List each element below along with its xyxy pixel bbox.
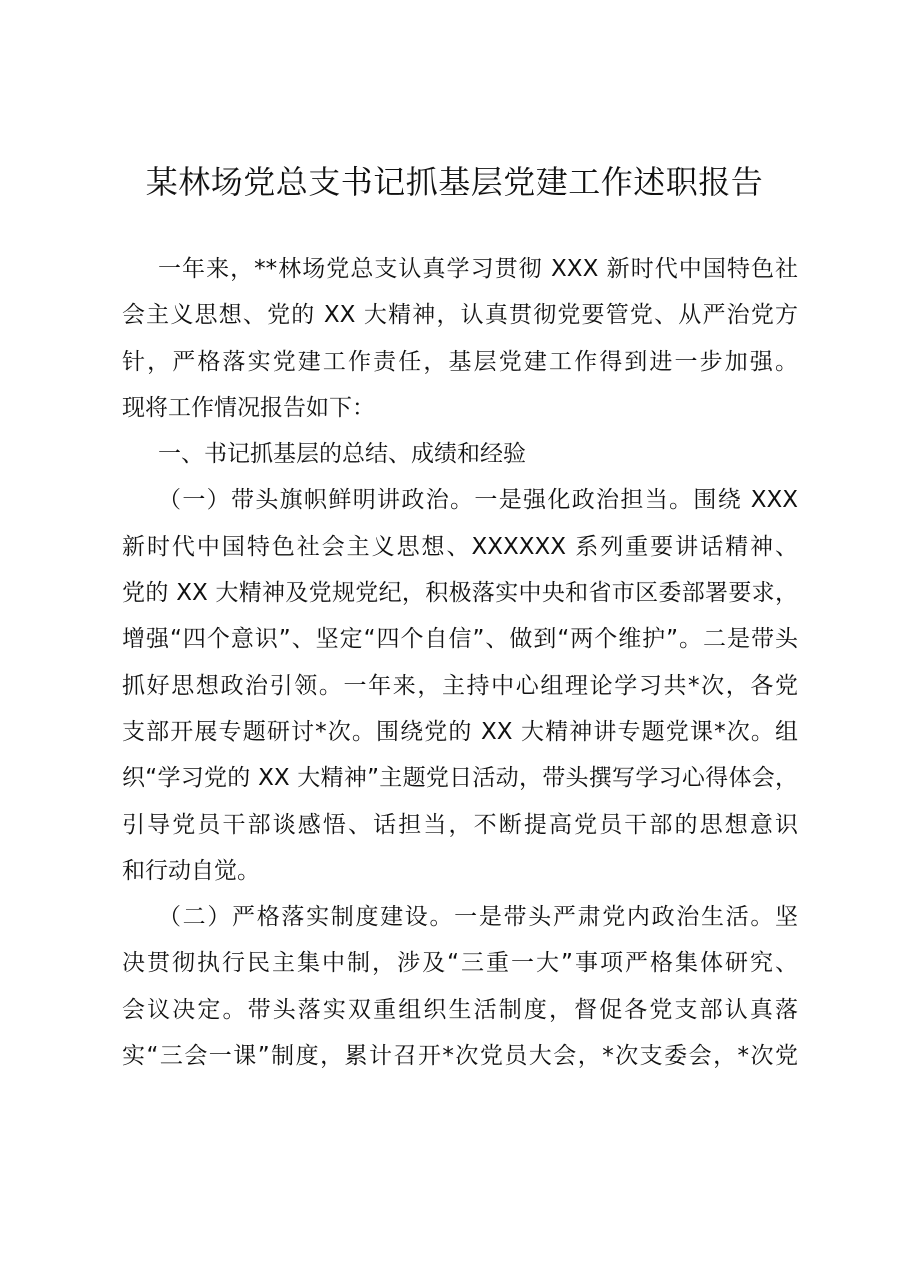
paragraph-line: 党的 XX 大精神及党规党纪，积极落实中央和省市区委部署要求， xyxy=(122,580,798,607)
document-body xyxy=(122,246,798,1079)
paragraph-line: 新时代中国特色社会主义思想、XXXXXX 系列重要讲话精神、 xyxy=(122,533,798,560)
paragraph-line: 针，严格落实党建工作责任，基层党建工作得到进一步加强。 xyxy=(122,348,798,375)
document-title: 某林场党总支书记抓基层党建工作述职报告 xyxy=(145,163,764,201)
paragraph-line: 织“学习党的 XX 大精神”主题党日活动，带头撰写学习心得体会， xyxy=(122,765,798,792)
paragraph-line: 和行动自觉。 xyxy=(122,857,260,884)
paragraph-line: （二）严格落实制度建设。一是带头严肃党内政治生活。坚 xyxy=(158,904,798,931)
paragraph-line: 会议决定。带头落实双重组织生活制度，督促各党支部认真落 xyxy=(122,996,798,1023)
paragraph-line: 一年来，**林场党总支认真学习贯彻 XXX 新时代中国特色社 xyxy=(158,256,798,282)
paragraph-line: 会主义思想、党的 XX 大精神，认真贯彻党要管党、从严治党方 xyxy=(122,302,798,329)
paragraph-line: 决贯彻执行民主集中制，涉及“三重一大”事项严格集体研究、 xyxy=(122,950,798,977)
section-heading: 一、书记抓基层的总结、成绩和经验 xyxy=(158,441,526,468)
paragraph-line: 增强“四个意识”、坚定“四个自信”、做到“两个维护”。二是带头 xyxy=(122,626,798,653)
paragraph-line: 引导党员干部谈感悟、话担当，不断提高党员干部的思想意识 xyxy=(122,811,798,838)
paragraph-line: 支部开展专题研讨*次。围绕党的 XX 大精神讲专题党课*次。组 xyxy=(122,718,798,745)
paragraph-line: 实“三会一课”制度，累计召开*次党员大会，*次支委会，*次党 xyxy=(122,1043,798,1070)
paragraph-line: （一）带头旗帜鲜明讲政治。一是强化政治担当。围绕 XXX xyxy=(158,487,798,514)
paragraph-line: 现将工作情况报告如下： xyxy=(122,394,375,421)
paragraph-line: 抓好思想政治引领。一年来，主持中心组理论学习共*次，各党 xyxy=(122,672,798,699)
